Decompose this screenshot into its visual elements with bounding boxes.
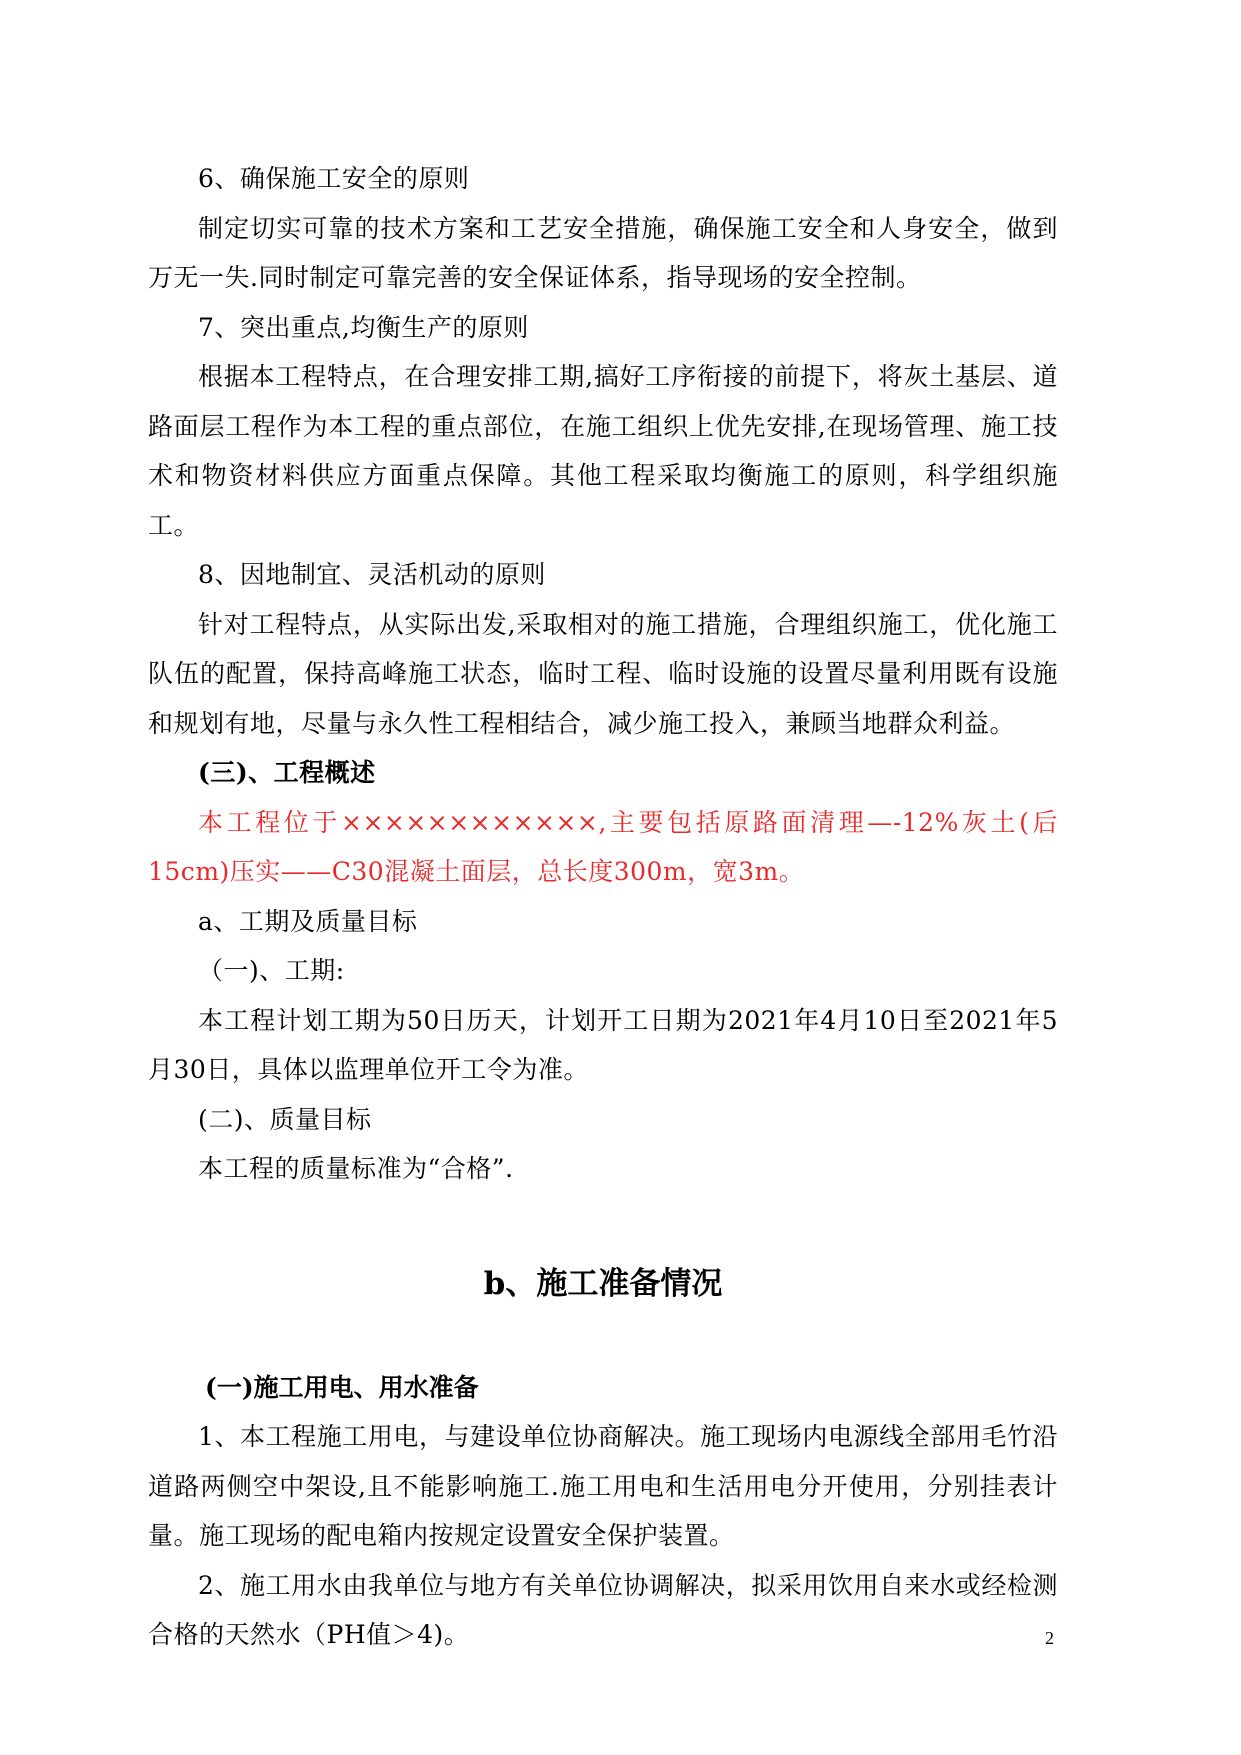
heading-schedule-quality: a、工期及质量目标: [198, 906, 418, 936]
heading-quality-target: (二)、质量目标: [198, 1104, 372, 1134]
paragraph-principle-6: 制定切实可靠的技术方案和工艺安全措施，确保施工安全和人身安全，做到万无一失.同时制定可靠完善的安全保证体系，指导现场的安全控制。: [148, 213, 1058, 292]
heading-schedule: （一)、工期:: [198, 956, 345, 985]
paragraph-schedule: 本工程计划工期为50日历天，计划开工日期为2021年4月10日至2021年5月30日，具体以监理单位开工令为准。: [148, 1005, 1058, 1084]
page-number: 2: [1045, 1628, 1054, 1648]
paragraph-principle-8: 针对工程特点，从实际出发,采取相对的施工措施，合理组织施工，优化施工队伍的配置，保持高峰施工状态，临时工程、临时设施的设置尽量利用既有设施和规划有地，尽量与永久性工程相结合，减少施工投入，兼顾当地群众利益。: [148, 609, 1058, 738]
paragraph-quality-target: 本工程的质量标准为“合格”.: [198, 1154, 514, 1183]
heading-principle-8: 8、因地制宜、灵活机动的原则: [198, 560, 546, 589]
heading-principle-6: 6、确保施工安全的原则: [198, 164, 470, 193]
paragraph-principle-7: 根据本工程特点，在合理安排工期,搞好工序衔接的前提下，将灰土基层、道路面层工程作为本工程的重点部位，在施工组织上优先安排,在现场管理、施工技术和物资材料供应方面重点保障。其他工程采取均衡施工的原则，科学组织施工。: [148, 362, 1058, 540]
paragraph-water: 2、施工用水由我单位与地方有关单位协调解决，拟采用饮用自来水或经检测合格的天然水（PH值＞4)。: [148, 1570, 1058, 1649]
paragraph-overview: 本工程位于××××××××××××,主要包括原路面清理—-12%灰土(后15cm)压实——C30混凝土面层，总长度300m，宽3m。: [148, 807, 1058, 886]
section-title: b、施工准备情况: [483, 1265, 723, 1302]
paragraph-power: 1、本工程施工用电，与建设单位协商解决。施工现场内电源线全部用毛竹沿道路两侧空中架设,且不能影响施工.施工用电和生活用电分开使用，分别挂表计量。施工现场的配电箱内按规定设置安全保护装置。: [148, 1422, 1058, 1550]
heading-principle-7: 7、突出重点,均衡生产的原则: [198, 312, 529, 342]
heading-overview: (三)、工程概述: [198, 758, 376, 787]
page-content: [148, 154, 1058, 1660]
heading-power-water: (一)施工用电、用水准备: [205, 1372, 479, 1402]
